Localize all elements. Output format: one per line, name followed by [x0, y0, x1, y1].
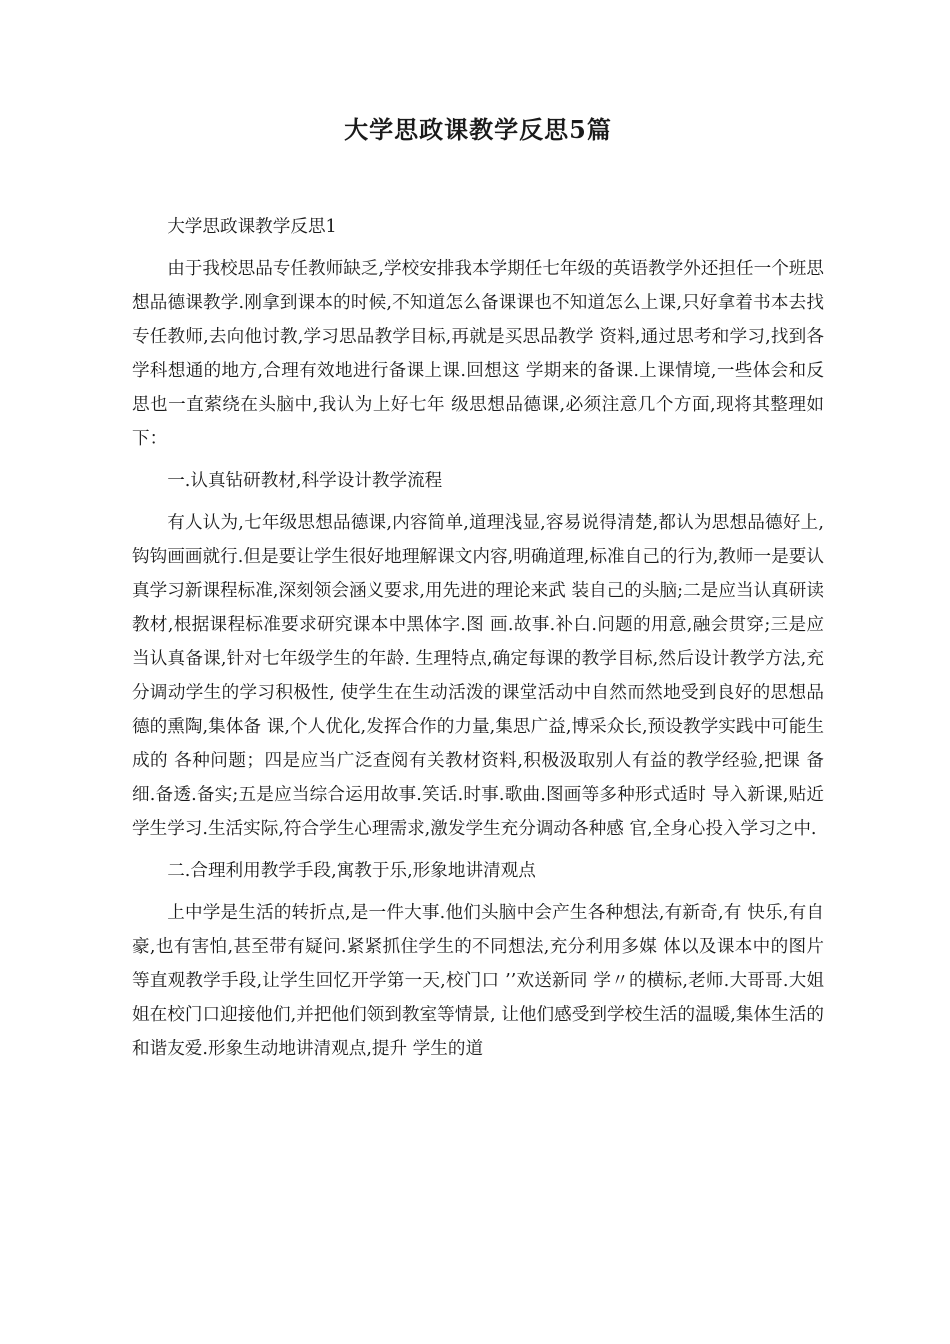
spacer: [132, 244, 824, 252]
section-heading-2: 二.合理利用教学手段,寓教于乐,形象地讲清观点: [167, 861, 536, 881]
spacer: [132, 846, 824, 854]
spacer: [132, 888, 824, 896]
paragraph-section-1: 有人认为,七年级思想品德课,内容简单,道理浅显,容易说得清楚,都认为思想品德好上,钩钩画画就行.但是要让学生很好地理解课文内容,明确道理,标准自己的行为,教师一是要认真学习新课程标准,深刻领会涵义要求,用先进的理论来武 装自己的头脑;二是应当认真研读教材,根据课程标准要求研究课本中黑体字.图 画.故事.补白.问题的用意,融会贯穿;三是应当认真备课,针对七年级学生的年龄. 生理特点,确定每课的教学目标,然后设计教学方法,充分调动学生的学习积极性, 使学生在生动活泼的课堂活动中自然而然地受到良好的思想品德的熏陶,集体备 课,个人优化,发挥合作的力量,集思广益,博采众长,预设教学实践中可能生成的 各种问题；四是应当广泛查阅有关教材资料,积极汲取别人有益的教学经验,把课 备细.备透.备实;五是应当综合运用故事.笑话.时事.歌曲.图画等多种形式适时 导入新课,贴近学生学习.生活实际,符合学生心理需求,激发学生充分调动各种感 官,全身心投入学习之中.: [132, 513, 824, 839]
paragraph-intro: 由于我校思品专任教师缺乏,学校安排我本学期任七年级的英语教学外还担任一个班思想品德课教学.刚拿到课本的时候,不知道怎么备课课也不知道怎么上课,只好拿着书本去找专任教师,去向他讨教,学习思品教学目标,再就是买思品教学 资料,通过思考和学习,找到各学科想通的地方,合理有效地进行备课上课.回想这 学期来的备课.上课情境,一些体会和反思也一直萦绕在头脑中,我认为上好七年 级思想品德课,必须注意几个方面,现将其整理如下：: [132, 259, 824, 449]
spacer: [132, 456, 824, 464]
section-heading-1: 一.认真钻研教材,科学设计教学流程: [167, 471, 443, 491]
paragraph-section-2: 上中学是生活的转折点,是一件大事.他们头脑中会产生各种想法,有新奇,有 快乐,有自豪,也有害怕,甚至带有疑问.紧紧抓住学生的不同想法,充分利用多媒 体以及课本中的图片等直观教学手段,让学生回忆开学第一天,校门口 ’’欢送新同 学〃的横标,老师.大哥哥.大姐姐在校门口迎接他们,并把他们领到教室等情景, 让他们感受到学校生活的温暖,集体生活的和谐友爱.形象生动地讲清观点,提升 学生的道: [132, 903, 824, 1059]
spacer: [132, 498, 824, 506]
section-subtitle: 大学思政课教学反思1: [167, 217, 337, 237]
document-title: 大学思政课教学反思5篇: [344, 115, 612, 144]
